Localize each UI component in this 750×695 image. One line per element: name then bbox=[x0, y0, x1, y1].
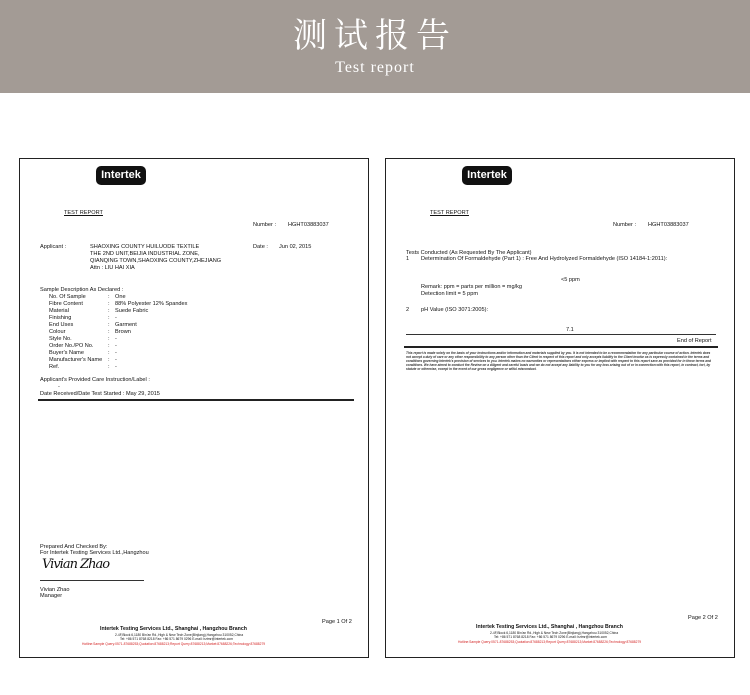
test-1-result: <5 ppm bbox=[561, 277, 580, 283]
intertek-logo: Intertek bbox=[96, 166, 146, 185]
test-number: 1 bbox=[406, 256, 410, 262]
divider bbox=[38, 399, 354, 401]
sample-row-colon: : bbox=[108, 364, 110, 370]
sample-row-value: Brown bbox=[115, 329, 131, 335]
footer-company: Intertek Testing Services Ltd., Shanghai , Hangzhou Branch bbox=[100, 626, 247, 632]
signature-line bbox=[40, 580, 144, 581]
applicant-line: SHAOXING COUNTY HUILUODE TEXTILE bbox=[90, 244, 200, 250]
sample-row-colon: : bbox=[108, 329, 110, 335]
number-label: Number : bbox=[613, 222, 637, 228]
sample-row-label: End Uses bbox=[49, 322, 74, 328]
footer-contact: Tel: +86 571 8768 8218 Fax: +86 571 8679 0296 E-mail: hztmr@intertek.com bbox=[494, 635, 607, 639]
remark: Remark: ppm = parts per million = mg/kg bbox=[421, 284, 523, 290]
test-2-name: pH Value (ISO 3071:2005): bbox=[421, 307, 489, 313]
report-page-1 bbox=[19, 158, 369, 658]
disclaimer: This report is made solely on the basis of your instructions and/or information and materials supplied by you. It is not intended to be a recommendation for any particular course of action. Intertek does not accept a duty of care or any other responsibility to any person other than the Client in respect of this report and only accepts liability to the Client insofar as is expressly contained in the terms and conditions governing Intertek's provision of services to you. Intertek makes no warranties or representations either express or implied with respect to this report save as provided for in those terms and conditions. We have aimed to conduct the Review on a diligent and careful basis and we do not accept any liability to you for any loss arising out of or in connection with this report, in contract, tort, by statute or otherwise, except in the event of our gross negligence or wilful misconduct. bbox=[406, 351, 711, 371]
report-heading: TEST REPORT bbox=[430, 210, 469, 216]
sample-row-value: 88% Polyester 12% Spandex bbox=[115, 301, 188, 307]
sample-row-label: Fibre Content bbox=[49, 301, 83, 307]
sample-row-value: Garment bbox=[115, 322, 137, 328]
sample-row-colon: : bbox=[108, 336, 110, 342]
sample-row-value: - bbox=[115, 336, 117, 342]
signature: Vivian Zhao bbox=[42, 557, 110, 572]
number-label: Number : bbox=[253, 222, 277, 228]
applicant-line: QIANQING TOWN,SHAOXING COUNTY,ZHEJIANG bbox=[90, 258, 222, 264]
sample-row-label: Ref. bbox=[49, 364, 60, 370]
sample-heading: Sample Description As Declared : bbox=[40, 287, 124, 293]
report-page-2 bbox=[385, 158, 735, 658]
report-heading: TEST REPORT bbox=[64, 210, 103, 216]
sample-row-colon: : bbox=[108, 343, 110, 349]
banner-title-cn: 测试报告 bbox=[293, 16, 457, 56]
applicant-line: THE 2ND UNIT,BEIJIA INDUSTRIAL ZONE, bbox=[90, 251, 200, 257]
sample-row-label: Order No./PO No. bbox=[49, 343, 94, 349]
sample-row-value: One bbox=[115, 294, 126, 300]
page-number: Page 1 Of 2 bbox=[322, 619, 352, 625]
date-value: Jun 02, 2015 bbox=[279, 244, 312, 250]
sample-row-colon: : bbox=[108, 315, 110, 321]
test-1-name: Determination Of Formaldehyde (Part 1) : Free And Hydrolyzed Formaldehyde (ISO 14184-1:2011): bbox=[421, 256, 668, 262]
number-value: HGHT03883037 bbox=[288, 222, 329, 228]
footer-address: 2-4F,Block 6,1180 Bin'an Rd.,High & New Tech Zone(Binjiang),Hangzhou 310052,China bbox=[490, 631, 619, 635]
footer-company: Intertek Testing Services Ltd., Shanghai , Hangzhou Branch bbox=[476, 624, 623, 630]
detection-limit: Detection limit = 5 ppm bbox=[421, 291, 479, 297]
sample-row-label: Style No. bbox=[49, 336, 72, 342]
footer-hotline: Hotline:Sample Query:0571-87688253;Quotation:87688213;Report Query:87688213;Market:87688226;Technology:87688279 bbox=[82, 642, 266, 646]
date-received: Date Received/Date Test Started : May 29, 2015 bbox=[40, 391, 160, 397]
footer-address: 2-4F,Block 6,1180 Bin'an Rd.,High & New Tech Zone(Binjiang),Hangzhou 310052,China bbox=[115, 633, 244, 637]
prepared-label: Prepared And Checked By: bbox=[40, 544, 108, 550]
number-value: HGHT03883037 bbox=[648, 222, 689, 228]
footer-hotline: Hotline:Sample Query:0571-87688253;Quotation:87688213;Report Query:87688213;Market:87688226;Technology:87688279 bbox=[458, 640, 642, 644]
sample-row-value: - bbox=[115, 343, 117, 349]
date-label: Date : bbox=[253, 244, 268, 250]
divider bbox=[406, 334, 716, 335]
divider bbox=[404, 346, 718, 348]
sample-row-label: Finishing bbox=[49, 315, 72, 321]
sample-row-colon: : bbox=[108, 322, 110, 328]
signer-name: Vivian Zhao bbox=[40, 587, 70, 593]
banner-title-en: Test report bbox=[335, 59, 415, 76]
sample-row-value: - bbox=[115, 357, 117, 363]
care-value: - bbox=[58, 384, 60, 390]
sample-row-label: Manufacturer's Name bbox=[49, 357, 103, 363]
signer-title: Manager bbox=[40, 593, 63, 599]
intertek-logo: Intertek bbox=[462, 166, 512, 185]
footer-contact: Tel: +86 571 8768 8218 Fax: +86 571 8679 0296 E-mail: hztmr@intertek.com bbox=[120, 637, 233, 641]
sample-row-label: No. Of Sample bbox=[49, 294, 86, 300]
sample-row-colon: : bbox=[108, 294, 110, 300]
header-banner bbox=[0, 0, 750, 93]
sample-row-label: Buyer's Name bbox=[49, 350, 84, 356]
applicant-label: Applicant : bbox=[40, 244, 67, 250]
sample-row-value: - bbox=[115, 364, 117, 370]
sample-row-colon: : bbox=[108, 357, 110, 363]
sample-row-value: - bbox=[115, 350, 117, 356]
tests-heading: Tests Conducted (As Requested By The Applicant) bbox=[406, 250, 532, 256]
test-number: 2 bbox=[406, 307, 410, 313]
sample-row-label: Colour bbox=[49, 329, 66, 335]
end-of-report: End of Report bbox=[677, 338, 712, 344]
sample-row-value: Suede Fabric bbox=[115, 308, 149, 314]
ph-value: 7.1 bbox=[566, 327, 574, 333]
applicant-attn: Attn : LIU HAI XIA bbox=[90, 265, 135, 271]
page-number: Page 2 Of 2 bbox=[688, 615, 718, 621]
care-label: Applicant's Provided Care Instruction/Label : bbox=[40, 377, 150, 383]
sample-row-colon: : bbox=[108, 308, 110, 314]
sample-row-label: Material bbox=[49, 308, 69, 314]
sample-row-value: - bbox=[115, 315, 117, 321]
prepared-for: For Intertek Testing Services Ltd.,Hangzhou bbox=[40, 550, 149, 556]
sample-row-colon: : bbox=[108, 301, 110, 307]
sample-row-colon: : bbox=[108, 350, 110, 356]
